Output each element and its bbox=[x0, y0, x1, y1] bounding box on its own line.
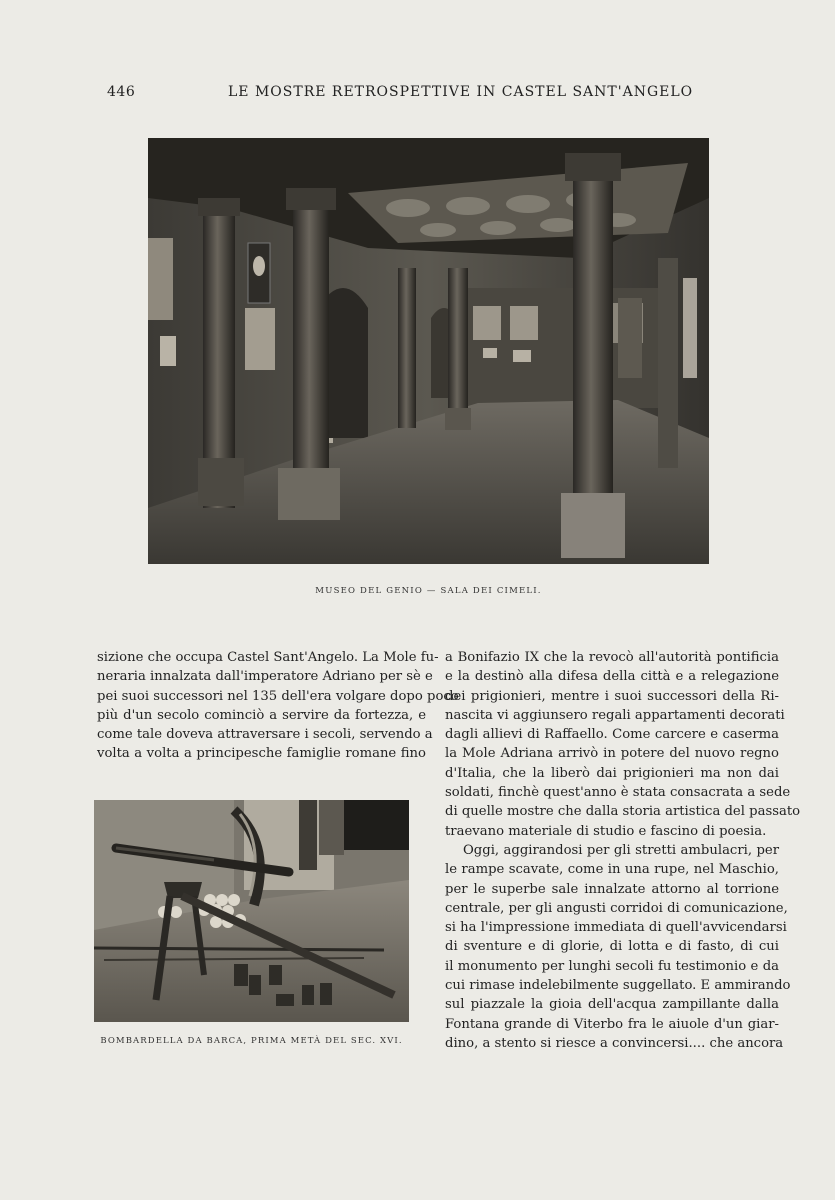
text-line: dino, a stento si riesce a convincersi.... che ancora bbox=[445, 1035, 784, 1051]
text-line: come tale doveva attraversare i secoli, servendo a bbox=[97, 727, 433, 743]
text-line: la Mole Adriana arrivò in potere del nuovo regno bbox=[445, 746, 779, 762]
text-line: Fontana grande di Viterbo fra le aiuole d'un giar- bbox=[445, 1016, 779, 1032]
figure-caption-bottom: BOMBARDELLA DA BARCA, PRIMA METÀ DEL SEC. XVI. bbox=[100, 1036, 403, 1046]
page-header bbox=[0, 84, 835, 106]
bombardella-photo bbox=[94, 800, 409, 1022]
text-line: d'Italia, che la liberò dai prigionieri ma non dai bbox=[445, 765, 779, 781]
text-line: soldati, finchè quest'anno è stata consacrata a sede bbox=[445, 785, 791, 801]
text-line: nascita vi aggiunsero regali appartamenti decorati bbox=[445, 707, 785, 723]
running-title: LE MOSTRE RETROSPETTIVE IN CASTEL SANT'ANGELO bbox=[228, 84, 694, 100]
text-line: sizione che occupa Castel Sant'Angelo. La Mole fu- bbox=[97, 650, 439, 665]
text-line: traevano materiale di studio e fascino di poesia. bbox=[445, 823, 767, 839]
text-line: dagli allievi di Raffaello. Come carcere e caserma bbox=[445, 727, 779, 743]
page-number: 446 bbox=[107, 84, 136, 100]
text-line: le rampe scavate, come in una rupe, nel Maschio, bbox=[445, 862, 779, 878]
museum-hall-photo bbox=[148, 138, 709, 564]
text-line: a Bonifazio IX che la revocò all'autorità pontificia bbox=[445, 650, 779, 665]
text-line: si ha l'impressione immediata di quell'avvicendarsi bbox=[445, 920, 787, 936]
text-line: volta a volta a principesche famiglie romane fino bbox=[97, 746, 426, 762]
text-line: più d'un secolo cominciò a servire da fortezza, e bbox=[97, 707, 426, 723]
text-line: il monumento per lunghi secoli fu testimonio e da bbox=[445, 958, 779, 974]
text-line: dei prigionieri, mentre i suoi successori della Ri- bbox=[445, 688, 779, 704]
right-text-column bbox=[445, 648, 801, 1053]
text-line: di sventure e di glorie, di lotta e di fasto, di cui bbox=[445, 939, 779, 955]
text-line: pei suoi successori nel 135 dell'era volgare dopo poco bbox=[97, 688, 459, 704]
text-line: centrale, per gli angusti corridoi di comunicazione, bbox=[445, 900, 788, 916]
text-line: cui rimase indelebilmente suggellato. E ammirando bbox=[445, 978, 791, 994]
text-line: di quelle mostre che dalla storia artistica del passato bbox=[445, 804, 801, 820]
text-line: per le superbe sale innalzate attorno al torrione bbox=[445, 881, 779, 897]
text-line: sul piazzale la gioia dell'acqua zampillante dalla bbox=[445, 997, 779, 1013]
figure-caption-top: MUSEO DEL GENIO — SALA DEI CIMELI. bbox=[315, 586, 542, 596]
text-line: e la destinò alla difesa della città e a relegazione bbox=[445, 669, 779, 685]
text-line: neraria innalzata dall'imperatore Adriano per sè e bbox=[97, 669, 433, 685]
text-line: Oggi, aggirandosi per gli stretti ambulacri, per bbox=[463, 842, 779, 858]
left-text-column bbox=[97, 648, 459, 764]
